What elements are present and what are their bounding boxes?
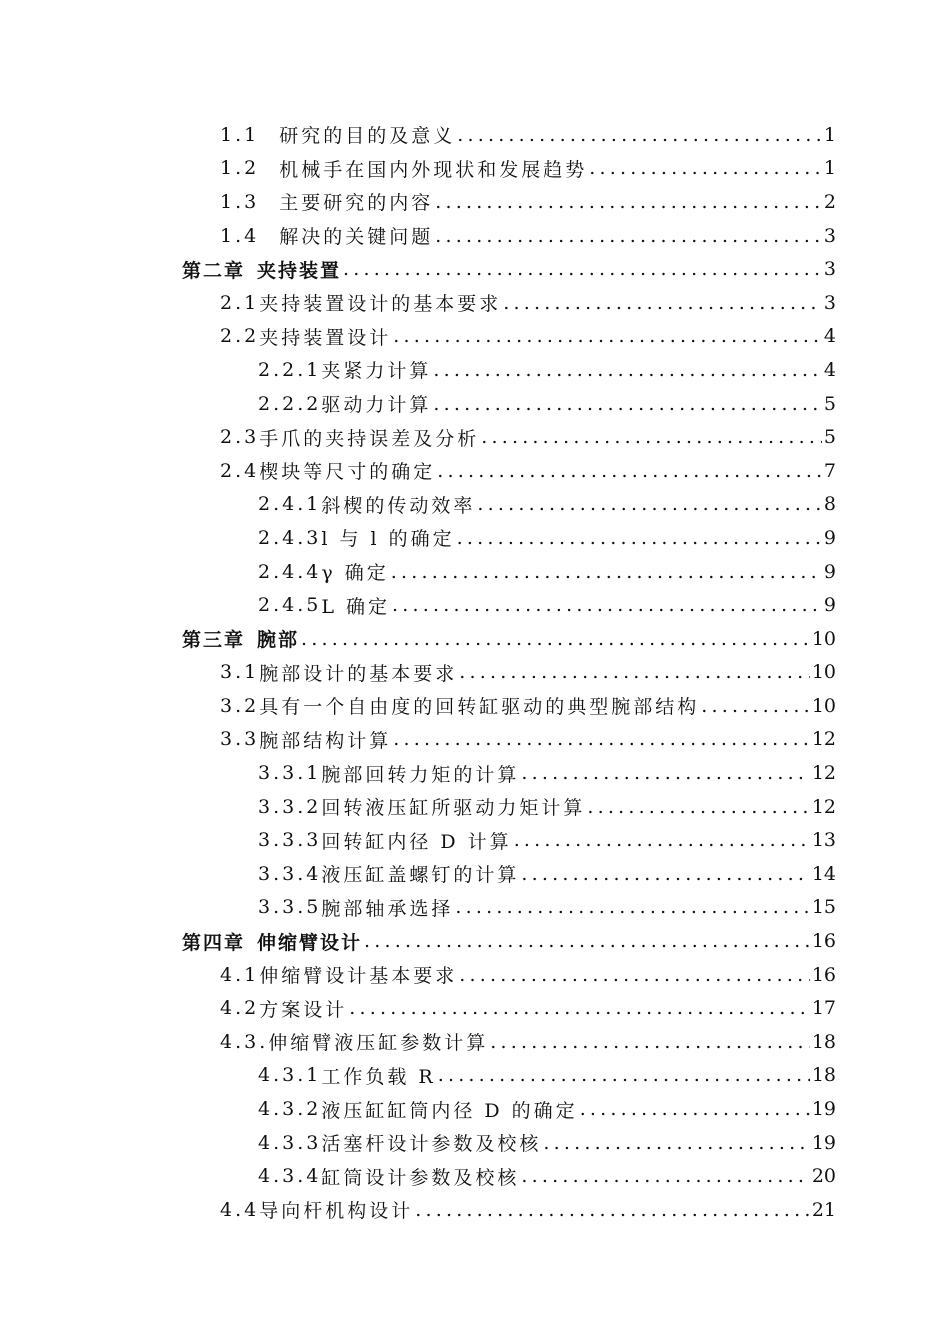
toc-subsection-entry[interactable] <box>0 488 950 522</box>
toc-entry-number: 4.2 <box>220 997 260 1020</box>
toc-dot-leader <box>457 527 822 549</box>
toc-dot-leader <box>455 896 809 918</box>
toc-entry-number: 3.3.4 <box>258 862 322 885</box>
toc-entry-title: 活塞杆设计参数及校核 <box>321 1133 542 1156</box>
toc-page-number: 18 <box>811 1030 836 1053</box>
toc-subsection-entry[interactable] <box>0 555 950 589</box>
toc-dot-leader <box>543 1132 809 1154</box>
toc-section-entry[interactable] <box>0 118 950 152</box>
toc-entry-number: 2.4.3 <box>258 526 322 549</box>
toc-entry-title: 回转缸内径 D 计算 <box>321 830 512 853</box>
toc-page-number: 17 <box>811 997 836 1020</box>
toc-dot-leader <box>521 1165 809 1187</box>
toc-dot-leader <box>587 796 809 818</box>
toc-entry-number: 4.3.1 <box>258 1064 322 1087</box>
toc-entry-number: 4.4 <box>220 1198 260 1221</box>
toc-dot-leader <box>481 426 822 448</box>
toc-page-number: 9 <box>823 526 836 549</box>
toc-page-number: 19 <box>811 1098 836 1121</box>
toc-entry-number: 2.2.2 <box>258 392 322 415</box>
toc-page-number: 16 <box>811 930 836 953</box>
toc-subsection-entry[interactable] <box>0 823 950 857</box>
toc-page-number: 19 <box>811 1131 836 1154</box>
toc-entry-number: 2.4.5 <box>258 594 322 617</box>
toc-page-number: 1 <box>823 157 836 180</box>
toc-section-entry[interactable] <box>0 420 950 454</box>
toc-page-number: 10 <box>811 627 836 650</box>
toc-dot-leader <box>393 728 810 750</box>
toc-page-number: 2 <box>823 190 836 213</box>
toc-section-entry[interactable] <box>0 219 950 253</box>
toc-dot-leader <box>391 561 822 583</box>
toc-entry-number: 3.3.5 <box>258 896 322 919</box>
toc-dot-leader <box>301 628 810 650</box>
toc-subsection-entry[interactable] <box>0 1126 950 1160</box>
toc-dot-leader <box>589 157 822 179</box>
toc-section-entry[interactable] <box>0 656 950 690</box>
toc-dot-leader <box>433 393 822 415</box>
toc-dot-leader <box>393 325 822 347</box>
toc-dot-leader <box>364 930 810 952</box>
toc-section-entry[interactable] <box>0 1193 950 1227</box>
toc-entry-number: 1.4 <box>220 224 260 247</box>
toc-section-entry[interactable] <box>0 1025 950 1059</box>
toc-entry-number: 1.2 <box>220 157 260 180</box>
toc-entry-number: 4.3.2 <box>258 1098 322 1121</box>
toc-entry-number: 2.4.4 <box>258 560 322 583</box>
toc-entry-number: 1.1 <box>220 123 260 146</box>
toc-entry-title: 研究的目的及意义 <box>279 125 456 148</box>
toc-entry-title: 腕部轴承选择 <box>321 897 454 920</box>
toc-subsection-entry[interactable] <box>0 521 950 555</box>
toc-entry-title: 驱动力计算 <box>321 394 432 417</box>
toc-dot-leader <box>514 829 810 851</box>
toc-subsection-entry[interactable] <box>0 353 950 387</box>
toc-entry-title: L 确定 <box>321 595 391 618</box>
toc-entry-title: 楔块等尺寸的确定 <box>259 461 436 484</box>
toc-page-number: 15 <box>811 896 836 919</box>
toc-page-number: 10 <box>811 661 836 684</box>
toc-entry-title: 腕部结构计算 <box>259 729 392 752</box>
toc-page-number: 14 <box>811 862 836 885</box>
toc-page-number: 5 <box>823 392 836 415</box>
toc-section-entry[interactable] <box>0 152 950 186</box>
toc-entry-title: 腕部 <box>257 629 300 652</box>
toc-page-number: 10 <box>811 694 836 717</box>
toc-chapter-entry[interactable] <box>0 924 950 958</box>
toc-chapter-entry[interactable] <box>0 252 950 286</box>
toc-entry-title: 液压缸缸筒内径 D 的确定 <box>321 1099 578 1122</box>
table-of-contents <box>0 118 950 1227</box>
toc-entry-title: 夹紧力计算 <box>321 360 432 383</box>
toc-entry-title: 伸缩臂设计 <box>257 931 363 954</box>
toc-entry-title: 导向杆机构设计 <box>259 1200 414 1223</box>
toc-page-number: 12 <box>811 762 836 785</box>
toc-entry-title: 伸缩臂设计基本要求 <box>259 965 458 988</box>
toc-section-entry[interactable] <box>0 185 950 219</box>
toc-dot-leader <box>521 762 809 784</box>
toc-entry-number: 4.3. <box>220 1030 269 1053</box>
toc-page-number: 21 <box>811 1198 836 1221</box>
toc-dot-leader <box>477 493 822 515</box>
toc-entry-number: 1.3 <box>220 190 260 213</box>
toc-dot-leader <box>521 863 809 885</box>
toc-entry-title: γ 确定 <box>321 562 389 585</box>
toc-entry-number: 3.3.2 <box>258 795 322 818</box>
toc-entry-title: 回转液压缸所驱动力矩计算 <box>321 797 586 820</box>
toc-entry-number: 2.3 <box>220 426 260 449</box>
toc-chapter-entry[interactable] <box>0 622 950 656</box>
toc-section-entry[interactable] <box>0 723 950 757</box>
toc-entry-title: 机械手在国内外现状和发展趋势 <box>279 158 588 181</box>
toc-entry-number: 3.2 <box>220 694 260 717</box>
toc-entry-number: 2.4.1 <box>258 493 322 516</box>
toc-entry-number: 2.1 <box>220 291 260 314</box>
toc-entry-number: 3.1 <box>220 661 260 684</box>
toc-subsection-entry[interactable] <box>0 891 950 925</box>
toc-page-number: 4 <box>823 358 836 381</box>
toc-entry-number: 2.2.1 <box>258 358 322 381</box>
toc-subsection-entry[interactable] <box>0 756 950 790</box>
toc-entry-title: 腕部设计的基本要求 <box>259 662 458 685</box>
toc-entry-title: 主要研究的内容 <box>279 192 434 215</box>
toc-page-number: 16 <box>811 963 836 986</box>
toc-entry-title: 夹持装置 <box>257 259 342 282</box>
toc-subsection-entry[interactable] <box>0 1159 950 1193</box>
toc-entry-title: 夹持装置设计 <box>259 326 392 349</box>
toc-dot-leader <box>435 225 822 247</box>
toc-dot-leader <box>490 1031 810 1053</box>
toc-entry-title: 伸缩臂液压缸参数计算 <box>268 1032 489 1055</box>
toc-dot-leader <box>349 997 810 1019</box>
toc-subsection-entry[interactable] <box>0 857 950 891</box>
toc-dot-leader <box>457 124 822 146</box>
toc-page-number: 3 <box>823 258 836 281</box>
toc-page-number: 9 <box>823 594 836 617</box>
toc-dot-leader <box>580 1098 810 1120</box>
toc-page-number: 12 <box>811 795 836 818</box>
toc-section-entry[interactable] <box>0 991 950 1025</box>
toc-subsection-entry[interactable] <box>0 588 950 622</box>
toc-page-number: 18 <box>811 1064 836 1087</box>
toc-entry-title: 夹持装置设计的基本要求 <box>259 293 502 316</box>
toc-page-number: 4 <box>823 325 836 348</box>
toc-page-number: 13 <box>811 829 836 852</box>
toc-page-number: 3 <box>823 224 836 247</box>
toc-entry-title: 方案设计 <box>259 998 348 1021</box>
toc-dot-leader <box>415 1199 810 1221</box>
toc-subsection-entry[interactable] <box>0 387 950 421</box>
toc-entry-title: 解决的关键问题 <box>279 226 434 249</box>
toc-dot-leader <box>392 594 822 616</box>
toc-entry-number: 第四章 <box>182 931 246 954</box>
toc-page-number: 5 <box>823 426 836 449</box>
toc-section-entry[interactable] <box>0 286 950 320</box>
toc-dot-leader <box>433 359 822 381</box>
toc-page-number: 1 <box>823 123 836 146</box>
toc-entry-number: 第三章 <box>182 629 246 652</box>
toc-page-number: 9 <box>823 560 836 583</box>
toc-entry-title: 液压缸盖螺钉的计算 <box>321 864 520 887</box>
toc-page-number: 7 <box>823 459 836 482</box>
toc-section-entry[interactable] <box>0 958 950 992</box>
toc-section-entry[interactable] <box>0 320 950 354</box>
toc-entry-number: 4.1 <box>220 963 260 986</box>
toc-page-number: 12 <box>811 728 836 751</box>
toc-dot-leader <box>435 191 822 213</box>
toc-dot-leader <box>437 460 822 482</box>
toc-entry-title: 具有一个自由度的回转缸驱动的典型腕部结构 <box>259 696 700 719</box>
toc-dot-leader <box>459 661 810 683</box>
toc-subsection-entry[interactable] <box>0 1092 950 1126</box>
toc-entry-title: 工作负载 R <box>321 1065 436 1088</box>
toc-dot-leader <box>503 292 822 314</box>
toc-page-number: 20 <box>811 1165 836 1188</box>
toc-section-entry[interactable] <box>0 454 950 488</box>
toc-entry-number: 4.3.3 <box>258 1131 322 1154</box>
toc-page-number: 8 <box>823 493 836 516</box>
toc-entry-title: 斜楔的传动效率 <box>321 494 476 517</box>
toc-entry-number: 3.3 <box>220 728 260 751</box>
toc-dot-leader <box>459 964 810 986</box>
toc-entry-number: 2.4 <box>220 459 260 482</box>
toc-entry-title: l 与 l 的确定 <box>321 528 455 551</box>
toc-entry-number: 3.3.3 <box>258 829 322 852</box>
toc-entry-number: 3.3.1 <box>258 762 322 785</box>
toc-entry-number: 第二章 <box>182 259 246 282</box>
toc-entry-number: 2.2 <box>220 325 260 348</box>
toc-entry-title: 手爪的夹持误差及分析 <box>259 427 480 450</box>
toc-entry-title: 腕部回转力矩的计算 <box>321 763 520 786</box>
toc-section-entry[interactable] <box>0 689 950 723</box>
toc-entry-number: 4.3.4 <box>258 1165 322 1188</box>
toc-dot-leader <box>438 1064 810 1086</box>
toc-page-number: 3 <box>823 291 836 314</box>
toc-subsection-entry[interactable] <box>0 790 950 824</box>
toc-dot-leader <box>701 695 810 717</box>
toc-subsection-entry[interactable] <box>0 1059 950 1093</box>
toc-entry-title: 缸筒设计参数及校核 <box>321 1166 520 1189</box>
toc-dot-leader <box>343 258 822 280</box>
